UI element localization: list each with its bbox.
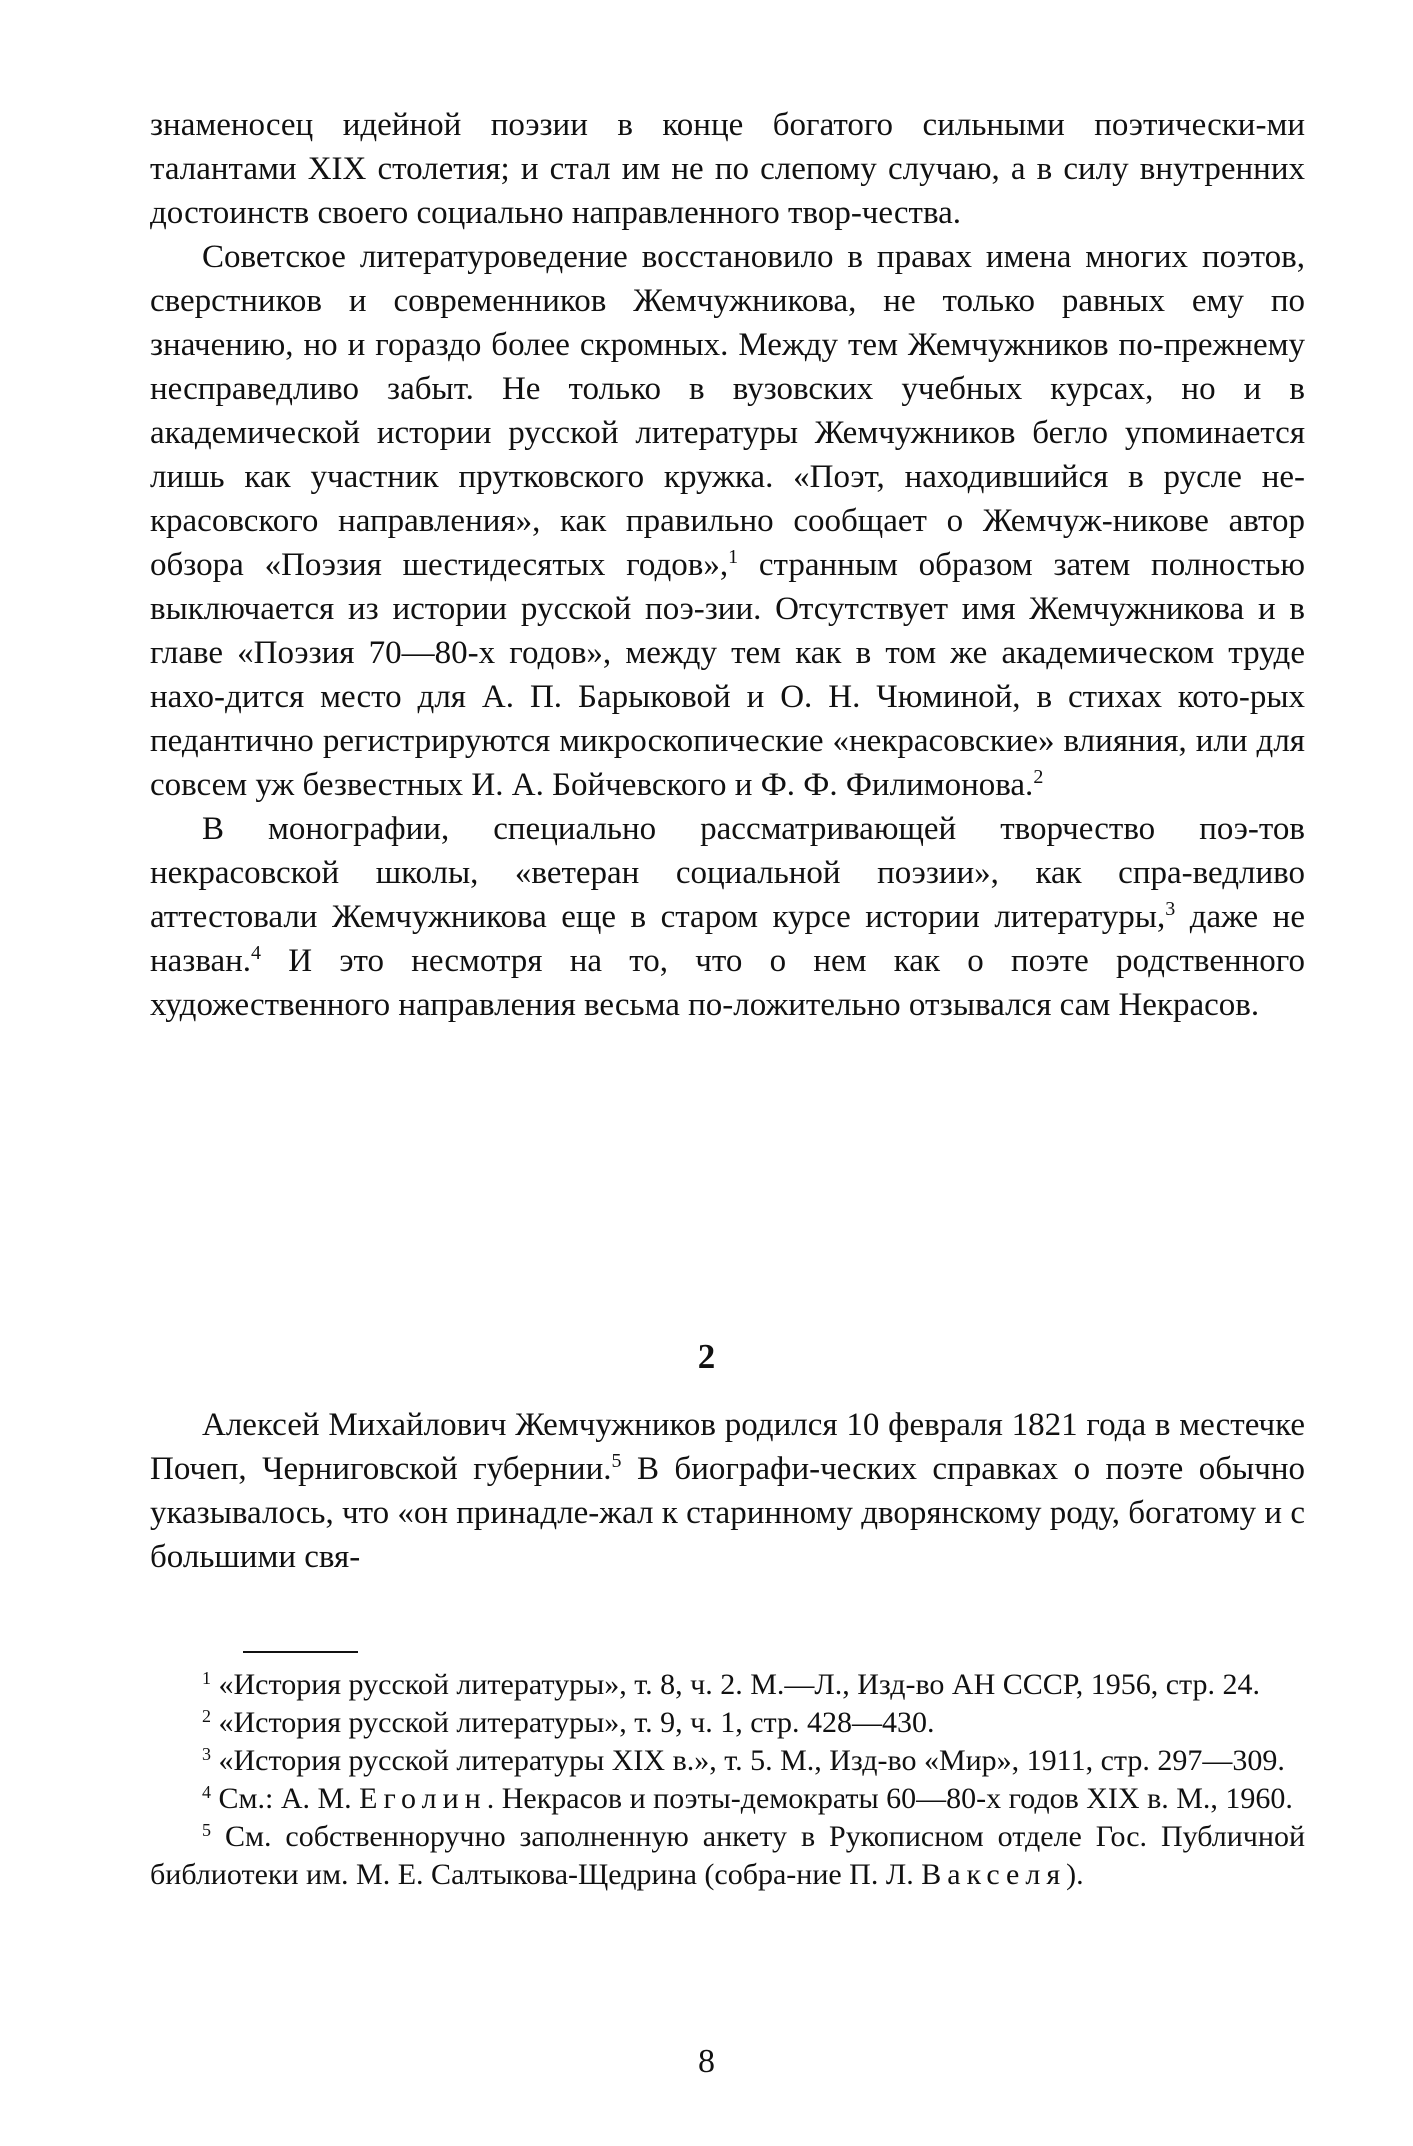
footnote-ref-4: 4 bbox=[251, 942, 262, 964]
footnote-ref-2: 2 bbox=[1033, 766, 1044, 788]
footnote-author-name: Еголин bbox=[359, 1782, 487, 1815]
section-number: 2 bbox=[697, 1337, 716, 1376]
paragraph-biography: Алексей Михайлович Жемчужников родился 10 февраля 1821 года в местечке Почеп, Черниговской губернии.$^5$ В биографи-ческих справках о поэте обычно указывалось, что «он принадле-жал к старинному дворянскому роду, богатому и с большими свя- bbox=[150, 1407, 1305, 1575]
footnote-ref-1: 1 bbox=[728, 546, 739, 568]
main-text-top bbox=[150, 103, 1305, 1027]
paragraph-monograph: В монографии, специально рассматривающей творчество поэ-тов некрасовской школы, «ветеран социальной поэзии», как спра-ведливо аттестовали Жемчужникова еще в старом курсе истории литературы,$^3$ даже не назван.$^4$ И это несмотря на то, что о нем как о поэте родственного художественного направления весьма по-ложительно отзывался сам Некрасов. bbox=[150, 811, 1305, 1023]
footnote-3: $^3$ «История русской литературы XIX в.», т. 5. М., Изд-во «Мир», 1911, стр. 297—309. bbox=[202, 1744, 1285, 1777]
footnotes bbox=[150, 1666, 1305, 1894]
footnote-collection-name: Вакселя bbox=[921, 1858, 1067, 1891]
footnote-ref-3: 3 bbox=[1165, 898, 1176, 920]
paragraph-continuation: знаменосец идейной поэзии в конце богатого сильными поэтически-ми талантами XIX столетия; и стал им не по слепому случаю, а в силу внутренних достоинств своего социально направленного твор-чества. bbox=[150, 107, 1305, 231]
footnote-5: $^5$ См. собственноручно заполненную анкету в Рукописном отделе Гос. Публичной библиотеки им. М. Е. Салтыкова-Щедрина (собра-ние П. Л. Вакселя). bbox=[150, 1820, 1305, 1891]
footnote-4: $^4$ См.: А. М. Еголин. Некрасов и поэты-демократы 60—80-х годов XIX в. М., 1960. bbox=[202, 1782, 1293, 1815]
footnote-divider bbox=[243, 1651, 358, 1653]
footnote-1: $^1$ «История русской литературы», т. 8, ч. 2. М.—Л., Изд-во АН СССР, 1956, стр. 24. bbox=[202, 1668, 1260, 1701]
main-text-bottom bbox=[150, 1403, 1305, 1579]
footnote-2: $^2$ «История русской литературы», т. 9, ч. 1, стр. 428—430. bbox=[202, 1706, 935, 1739]
page-number: 8 bbox=[698, 2043, 715, 2080]
footnote-ref-5: 5 bbox=[611, 1450, 622, 1472]
paragraph-soviet-literary-studies: Советское литературоведение восстановило в правах имена многих поэтов, сверстников и современников Жемчужникова, не только равных ему по значению, но и гораздо более скромных. Между тем Жемчужников по-прежнему несправедливо забыт. Не только в вузовских учебных курсах, но и в академической истории русской литературы Жемчужников бегло упоминается лишь как участник прутковского кружка. «Поэт, находившийся в русле не-красовского направления», как правильно сообщает о Жемчуж-никове автор обзора «Поэзия шестидесятых годов»,$^1$ странным образом затем полностью выключается из истории русской поэ-зии. Отсутствует имя Жемчужникова и в главе «Поэзия 70—80-х годов», между тем как в том же академическом труде нахо-дится место для А. П. Барыковой и О. Н. Чюминой, в стихах кото-рых педантично регистрируются микроскопические «некрасовские» влияния, или для совсем уж безвестных И. А. Бойчевского и Ф. Ф. Филимонова.$^2$ bbox=[150, 239, 1305, 803]
